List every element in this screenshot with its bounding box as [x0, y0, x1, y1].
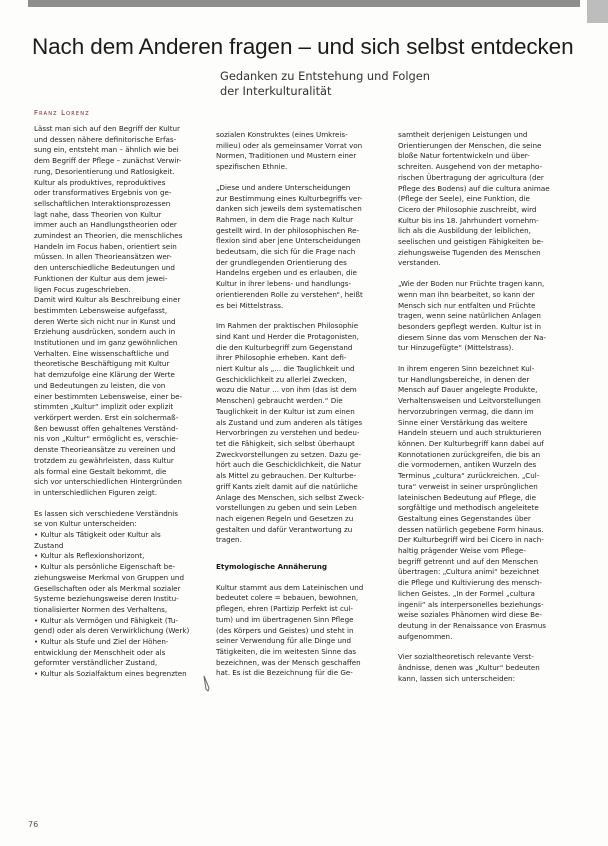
text-line: entwicklung der Menschheit oder als: [34, 647, 166, 657]
text-line: milieu) oder als gemeinsamer Vorrat von: [216, 140, 363, 150]
text-line: hervorzubringen vermag, die dann im: [398, 406, 534, 416]
text-line: Es lassen sich verschiedene Verständnis: [34, 508, 178, 518]
text-line: tet die Fähigkeit, sich selbst überhaupt: [216, 438, 355, 448]
text-line: danken sich jeweils dem systematischen: [216, 204, 362, 214]
text-line: Handeln steuern und auch strukturieren: [398, 428, 542, 438]
text-line: In ihrem engeren Sinn bezeichnet Kul-: [398, 364, 535, 374]
text-line: Kultur bis ins 18. Jahrhundert vornehm-: [398, 215, 539, 225]
text-line: stimmten „Kultur“ implizit oder explizit: [34, 402, 174, 412]
text-column-3: [398, 130, 574, 684]
text-line: schreiten. Ausgehend von der metapho-: [398, 162, 543, 172]
text-line: begriff getrennt und auf den Menschen: [398, 556, 539, 566]
text-line: zumindest an Theorien, die menschliches: [34, 231, 183, 241]
text-line: Systeme beziehungsweise deren Institu-: [34, 594, 179, 604]
text-line: deutung in der Renaissance von Erasmus: [398, 620, 547, 630]
article-subtitle: [220, 69, 430, 99]
text-line: lateinischen Bedeutung auf Pflege, die: [398, 492, 537, 502]
text-line: Mensch sich nur entfalten und Früchte: [398, 300, 536, 310]
text-line: Mensch auf Dauer angelegte Produkte,: [398, 385, 538, 395]
text-line: Institutionen und im ganz gewöhnlichen: [34, 338, 178, 348]
text-line: sich vor unterschiedlichen Hintergründen: [34, 477, 182, 487]
text-line: haltig prägender Weise vom Pflege-: [398, 546, 526, 556]
text-line: • Kultur als Vermögen und Fähigkeit (Tu-: [34, 615, 178, 625]
text-line: Der Kulturbegriff wird bei Cicero in nach-: [398, 535, 544, 545]
text-line: besonders gepflegt werden. Kultur ist in: [398, 321, 542, 331]
text-line: seiner Verwendung für alle Dinge und: [216, 636, 352, 646]
text-line: spezifischen Ethnie.: [216, 162, 288, 172]
text-line: dem Begriff der Pflege – zunächst Verwir-: [34, 156, 182, 166]
page-number: 76: [28, 820, 39, 829]
text-line: Erziehung ausdrücken, sondern auch in: [34, 327, 176, 337]
text-line: übertragen: „Cultura animi“ bezeichnet: [398, 567, 540, 577]
text-line: der grundlegenden Orientierung des: [216, 257, 347, 267]
page-corner-tab: [587, 0, 608, 23]
text-line: wozu die Natur ... von ihm (das ist dem: [216, 385, 357, 395]
text-line: (Pflege der Seele), eine Funktion, die: [398, 194, 530, 204]
text-line: se von Kultur unterscheiden:: [34, 519, 137, 529]
pencil-mark-icon: [202, 675, 212, 693]
text-line: Pflege des Bodens) auf die cultura animae: [398, 183, 550, 193]
text-line: Verhaltensweisen und Leitvorstellungen: [398, 396, 541, 406]
text-line: immer auch an Handlungstheorien oder: [34, 220, 177, 230]
text-line: die Pflege und Kultivierung des mensch-: [398, 578, 542, 588]
text-line: Kultur als produktives, reproduktives: [34, 177, 166, 187]
text-line: bedeutet colere = bebauen, bewohnen,: [216, 593, 359, 603]
text-line: ßen bewusst offen gehaltenes Verständ-: [34, 423, 179, 433]
text-line: „Wie der Boden nur Früchte tragen kann,: [398, 279, 545, 289]
text-line: Kultur in ihrer lebens- und handlungs-: [216, 279, 352, 289]
text-line: die den Kulturbegriff zum Gegenstand: [216, 342, 353, 352]
subtitle-line: der Interkulturalität: [220, 84, 332, 98]
text-line: aufgenommen.: [398, 631, 453, 641]
text-line: • Kultur als Stufe und Ziel der Höhen-: [34, 637, 169, 647]
text-line: Normen, Traditionen und Mustern einer: [216, 151, 357, 161]
text-line: dessen natürlich gegebene Form hinaus.: [398, 524, 544, 534]
text-line: müssen. In allen Theorieansätzen wer-: [34, 252, 172, 262]
text-line: wenn man ihn bearbeitet, so kann der: [398, 289, 535, 299]
text-line: tionalisierter Normen des Verhaltens,: [34, 604, 168, 614]
text-line: Orientierungen der Menschen, die seine: [398, 140, 542, 150]
text-line: niert Kultur als „... die Tauglichkeit und: [216, 364, 355, 374]
text-line: Konnotationen zurückgreifen, die bis an: [398, 449, 541, 459]
text-line: Terminus „cultura“ zurückreichen. „Cul-: [398, 471, 540, 481]
text-line: • Kultur als Reflexionshorizont,: [34, 551, 145, 561]
author-name: Franz Lorenz: [34, 109, 90, 117]
text-line: sung ein, entsteht man – ähnlich wie bei: [34, 145, 179, 155]
subtitle-line: Gedanken zu Entstehung und Folgen: [220, 69, 430, 83]
text-line: diesem Sinne das vom Menschen der Na-: [398, 332, 547, 342]
text-line: Tätigkeiten, die im weitesten Sinne das: [216, 646, 357, 656]
text-line: griff Kants zielt damit auf die natürliche: [216, 481, 358, 491]
text-line: Rahmen, in dem die Frage nach Kultur: [216, 214, 354, 224]
text-line: trotzdem zu gewährleisten, dass Kultur: [34, 455, 174, 465]
text-line: lich als die Ausbildung der leiblichen,: [398, 226, 531, 236]
text-line: Handelns ergeben und es erlauben, die: [216, 268, 357, 278]
text-line: gend) oder als deren Verwirklichung (Werk): [34, 626, 190, 636]
text-line: als Mittel zu gebrauchen. Der Kulturbe-: [216, 471, 357, 481]
text-line: tura“ verweist in seiner ursprünglichen: [398, 481, 538, 491]
text-line: bloße Natur fortentwickeln und über-: [398, 151, 530, 161]
text-line: ligen Focus zugeschrieben.: [34, 284, 131, 294]
text-line: Menschen) gebraucht werden.“ Die: [216, 396, 343, 406]
text-line: Funktionen der Kultur aus dem jewei-: [34, 273, 168, 283]
text-line: nis von „Kultur“ ermöglicht es, verschie-: [34, 434, 179, 444]
text-line: und Bedeutungen zu leisten, die von: [34, 380, 166, 390]
text-line: tur Handlungsbereiche, in denen der: [398, 374, 530, 384]
text-line: Zweckvorstellungen zu setzen. Dazu ge-: [216, 449, 361, 459]
text-line: samtheit derjenigen Leistungen und: [398, 130, 528, 139]
text-column-1: [34, 124, 196, 680]
text-line: bezeichnen, was der Mensch geschaffen: [216, 657, 361, 667]
article-title: Nach dem Anderen fragen – und sich selbst entdecken: [32, 34, 574, 59]
text-line: bestimmten Lebensweise aufgefasst,: [34, 305, 168, 315]
text-line: ändnisse, denen was „Kultur“ bedeuten: [398, 663, 540, 673]
text-line: als Zustand und zum anderen als tätiges: [216, 417, 363, 427]
text-line: und dessen nähere definitorische Erfas-: [34, 134, 177, 144]
text-line: tur Hinzugefügte“ (Mittelstrass).: [398, 343, 514, 353]
text-line: sozialen Konstruktes (eines Umkreis-: [216, 130, 348, 139]
text-line: Verhalten. Eine wissenschaftliche und: [34, 348, 169, 358]
text-line: sellschaftlichen Interaktionsprozessen: [34, 198, 171, 208]
text-line: ziehungsweise Merkmal von Gruppen und: [34, 572, 184, 582]
text-line: Hervorbringen zu verstehen und bedeu-: [216, 428, 360, 438]
text-line: Sinne einer Verstärkung das weitere: [398, 417, 528, 427]
text-line: lagt nahe, dass Theorien von Kultur: [34, 209, 162, 219]
text-line: tragen, wenn seine natürlichen Anlagen: [398, 311, 541, 321]
text-line: es bei Mittelstrass.: [216, 300, 284, 310]
text-line: sind Kant und Herder die Protagonisten,: [216, 331, 359, 341]
text-line: tragen.: [216, 535, 242, 545]
text-line: Zustand: [34, 540, 64, 550]
text-line: verkörpert werden. Erst ein solchermaß-: [34, 412, 179, 422]
text-line: bedeutsam, die sich für die Frage nach: [216, 247, 356, 257]
text-line: gestalten und dafür Verantwortung zu: [216, 524, 353, 534]
text-line: Damit wird Kultur als Beschreibung einer: [34, 295, 181, 305]
text-column-2: [216, 130, 384, 679]
text-line: flexion sind aber jene Unterscheidungen: [216, 236, 361, 246]
text-line: ihrer Philosophie erheben. Kant defi-: [216, 353, 347, 363]
text-line: als formal eine Gestalt bekommt, die: [34, 466, 167, 476]
text-line: Anlage des Menschen, sich selbst Zweck-: [216, 492, 365, 502]
text-line: Lässt man sich auf den Begriff der Kultur: [34, 124, 180, 133]
text-line: sorgfältige und methodisch angeleitete: [398, 503, 539, 513]
text-line: rischen Übertragung der agricultura (der: [398, 172, 544, 182]
text-line: können. Der Kulturbegriff kann dabei auf: [398, 438, 544, 448]
text-line: hört auch die Geschicklichkeit, die Natur: [216, 460, 362, 470]
text-line: tum) und im übertragenen Sinn Pflege: [216, 614, 354, 624]
text-line: seelischen und geistigen Fähigkeiten be-: [398, 237, 544, 247]
text-line: Tauglichkeit in der Kultur ist zum einen: [216, 406, 355, 416]
text-line: gestellt wird. In der philosophischen Re-: [216, 225, 360, 235]
text-line: lichen Geistes. „In der Formel „cultura: [398, 588, 535, 598]
text-line: rung, Desorientierung und Ratlosigkeit.: [34, 166, 175, 176]
text-line: kann, lassen sich unterscheiden:: [398, 673, 515, 683]
text-line: Gesellschaften oder als Merkmal sozialer: [34, 583, 181, 593]
text-line: nach eigenen Regeln und Gesetzen zu: [216, 513, 354, 523]
text-line: (des Körpers und Geistes) und steht in: [216, 625, 354, 635]
text-line: zur Bestimmung eines Kulturbegriffs ver-: [216, 193, 363, 203]
text-line: geformter verständlicher Zustand,: [34, 658, 158, 668]
text-line: pflegen, ehren (Partizip Perfekt ist cul-: [216, 604, 353, 614]
text-line: deren Werte sich nicht nur in Kunst und: [34, 316, 176, 326]
text-line: Vier sozialtheoretisch relevante Verst-: [398, 652, 534, 662]
section-heading: Etymologische Annäherung: [216, 562, 328, 572]
text-line: Geschicklichkeit zu allerlei Zwecken,: [216, 374, 347, 384]
text-line: die vormodernen, antiken Wurzeln des: [398, 460, 537, 470]
text-line: • Kultur als Tätigkeit oder Kultur als: [34, 530, 161, 540]
text-line: verstanden.: [398, 258, 441, 268]
text-line: Im Rahmen der praktischen Philosophie: [216, 321, 359, 331]
text-line: einer bestimmten Lebensweise, einer be-: [34, 391, 183, 401]
text-line: in unterschiedlichen Figuren zeigt.: [34, 487, 157, 497]
text-line: weise soziales Phänomen wird diese Be-: [398, 610, 543, 620]
text-line: Gestaltung eines Gegenstandes über: [398, 513, 531, 523]
text-line: • Kultur als Sozialfaktum eines begrenzten: [34, 669, 187, 679]
text-line: oder transformatives Ergebnis von ge-: [34, 188, 172, 198]
text-line: denste Theorieansätze zu vereinen und: [34, 445, 176, 455]
text-line: • Kultur als persönliche Eigenschaft be-: [34, 562, 176, 572]
text-line: ziehungsweise Tugenden des Menschen: [398, 247, 541, 257]
text-line: hat. Es ist die Bezeichnung für die Ge-: [216, 668, 353, 678]
text-line: ingenii“ als interpersonelles beziehungs-: [398, 599, 544, 609]
text-line: „Diese und andere Unterscheidungen: [216, 182, 351, 192]
text-line: Handeln im Focus haben, orientiert sein: [34, 241, 177, 251]
text-line: den unterschiedliche Bedeutungen und: [34, 263, 175, 273]
text-line: hat demzufolge eine Klärung der Werte: [34, 370, 175, 380]
text-line: Kultur stammt aus dem Lateinischen und: [216, 582, 364, 592]
text-line: orientierenden Rolle zu verstehen“, heißt: [216, 289, 363, 299]
text-line: vorstellungen zu geben und sein Leben: [216, 503, 357, 513]
text-line: Cicero der Philosophie zuschreibt, wird: [398, 204, 537, 214]
text-line: theoretische Beschäftigung mit Kultur: [34, 359, 170, 369]
top-rule: [28, 0, 580, 7]
